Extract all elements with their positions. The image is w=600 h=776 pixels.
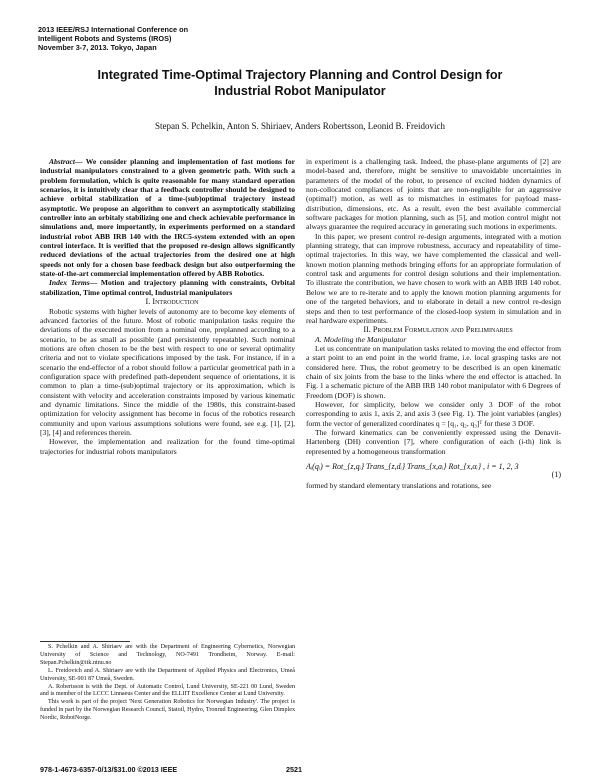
intro-paragraph-3: In this paper, we present control re-design arguments, integrated with a motion planning strategy, that can improve robustness, accuracy and repeatability of time-optimal trajectories. In this way, we have complemented the classical and well-known motion planning methods bringing efforts for an appropriate formulation of control task and arguments for control design solutions and their implementation. To illustrate the contribution, we have chosen to work with an ABB IRB 140 robot. Below we are to re-iterate and to apply the known motion planning arguments for one of the targeted behaviors, and to elaborate in detail a new control re-design steps and then to test performance of the closed-loop system in simulation and in real hardware experiments. — [306, 231, 561, 325]
footnote-4: This work is part of the project 'Next Generation Robotics for Norwegian Industry'. The project is funded in part by the Norwegian Research Council, Statoil, Hydro, Tronrud Engineering, Glen Dimplex Nordic, RobotNorge. — [40, 699, 295, 722]
left-column — [40, 157, 295, 456]
conference-line-1: 2013 IEEE/RSJ International Conference on — [38, 25, 189, 34]
footnote-1: S. Pchelkin and A. Shiriaev are with the Department of Engineering Cybernetics, Norwegian University of Science and Technology, NO-7491 Trondheim, Norway. E-mail: Stepan.Pchelkin@itk.ntnu.no — [40, 644, 295, 666]
right-column — [306, 157, 561, 490]
title-line-2: Industrial Robot Manipulator — [214, 84, 386, 98]
footer-isbn: 978-1-4673-6357-0/13/$31.00 ©2013 IEEE — [40, 765, 178, 774]
title-line-1: Integrated Time-Optimal Trajectory Planning and Control Design for — [97, 68, 503, 82]
conference-line-2: Intelligent Robots and Systems (IROS) — [38, 34, 172, 44]
footnote-2: L. Freidovich and A. Shiriaev are with the Department of Applied Physics and Electronics, Umeå University, SE-901 87 Umeå, Sweden. — [40, 667, 295, 682]
abstract — [40, 157, 295, 278]
footnote-rule — [40, 641, 130, 642]
conference-header — [38, 25, 298, 53]
modeling-paragraph-1: Let us concentrate on manipulation tasks related to moving the end effector from a start point to an end point in the world frame, i.e. local grasping tasks are not considered here. Thus, the robot geometry to be described is an open kinematic chain of six joints from the base to the links where the end effector is attached. In Fig. 1 a schematic picture of the ABB IRB 140 robot manipulator with 6 Degrees of Freedom (DOF) is shown. — [306, 343, 561, 400]
equation-1-body: Aᵢ(qᵢ) = Rot_{z,qᵢ} Trans_{z,dᵢ} Trans_{x,aᵢ} Rot_{x,αᵢ} , i = 1, 2, 3 — [306, 462, 519, 471]
equation-1-number: (1) — [551, 470, 561, 479]
modeling-paragraph-3: The forward kinematics can be conveniently expressed using the Denavit-Hartenberg (DH) convention [7], where configuration of each (i-th) link is represented by a homogeneous transformation — [306, 427, 561, 456]
intro-paragraph-2: However, the implementation and realization for the found time-optimal trajectories for industrial robots manipulators — [40, 437, 295, 456]
footer-page-number: 2521 — [286, 765, 302, 774]
index-terms — [40, 278, 295, 297]
section-heading-problem-formulation: II. Problem Formulation and Preliminaries — [363, 325, 513, 335]
footnote-3: A. Robertsson is with the Dept. of Automatic Control, Lund University, SE-221 00 Lund, Sweden and is member of the LCCC Linnaeus Center and the ELLIIT Excellence Center at Lund University. — [40, 683, 295, 698]
paper-title — [40, 67, 560, 99]
intro-paragraph-2-continued: in experiment is a challenging task. Indeed, the phase-plane arguments of [2] are model-based and, therefore, might be sensitive to unavoidable uncertainties in parameters of the model of the robot, to presence of excited hidden dynamics of non-collocated compliances of joints that are non-negligible for an aggressive (optimal!) motion, as well as to mismatches in estimates for payload mass-distribution, dimensions, etc. As a result, even the best available commercial software packages for motion planning, such as [5], and motion control might not always guarantee the required accuracy in generating such motions in experiments. — [306, 157, 561, 232]
abstract-lead: Abstract — [49, 157, 75, 166]
subsection-heading-modeling: A. Modeling the Manipulator — [315, 334, 407, 344]
conference-line-3: November 3-7, 2013. Tokyo, Japan — [38, 43, 157, 53]
equation-1 — [306, 460, 561, 478]
modeling-paragraph-2: However, for simplicity, below we consider only 3 DOF of the robot corresponding to axis 1, axis 2, and axis 3 (see Fig. 1). The joint variables (angles) form the vector of generalized coordinates q = [q₁, q₂, q₃]ᵀ for these 3 DOF. — [306, 399, 561, 428]
intro-paragraph-1: Robotic systems with higher levels of autonomy are to become key elements of advanced factories of the future. Most of robotic manipulation tasks require the deviations of the executed motion from a nominal one, preplanned according to a scenario, to be as small as possible (and persistently repeatable). Such nominal motions are often chosen to be the best with respect to one or several optimality criteria and not to violate specifications imposed by the task. For instance, if in a scenario the end-effector of a robot should follow a particular geometrical path in a configuration space with predefined path-dependent sequence of orientations, it is common to plan a time-(sub)optimal trajectory or its approximation, which is consistent with velocity and acceleration constraints imposed by various kinematic and dynamic limitations. Since the middle of the 1980s, this constraint-based optimization for velocity assignment has become in focus of the robotics research community and upon various assumptions solutions were found, see e.g. [1], [2], [3], [4] and references therein. — [40, 306, 295, 437]
abstract-text: — We consider planning and implementation of fast motions for industrial manipulators constrained to a given geometric path. With such a problem formulation, which is quite reasonable for many standard operation scenarios, it is intuitively clear that a feedback controller should be designed to achieve orbital stabilization of a time-(sub)optimal trajectory instead asymptotic. We propose an algorithm to convert an asymptotically stabilizing controller into an orbitaly stabilizing one and check achievable performance in simulations and, more importantly, in experiments performed on a standard industrial robot ABB IRB 140 with the IRC5-system extended with an open control interface. It is verified that the proposed re-design allows significantly reduced deviations of the actual trajectories from the desired one at high speeds not only for a chosen base feedback design but also outperforming the state-of-the-art commercial implementation offered by ABB Robotics. — [40, 157, 295, 279]
section-heading-introduction: I. Introduction — [145, 297, 199, 307]
modeling-paragraph-4: formed by standard elementary translations and rotations, see — [306, 481, 492, 490]
index-terms-text: — Motion and trajectory planning with constraints, Orbital stabilization, Time optimal control, Industrial manipulators — [40, 278, 295, 297]
footnotes — [40, 644, 295, 723]
index-terms-lead: Index Terms — [49, 278, 90, 288]
author-list: Stepan S. Pchelkin, Anton S. Shiriaev, Anders Robertsson, Leonid B. Freidovich — [155, 121, 445, 131]
